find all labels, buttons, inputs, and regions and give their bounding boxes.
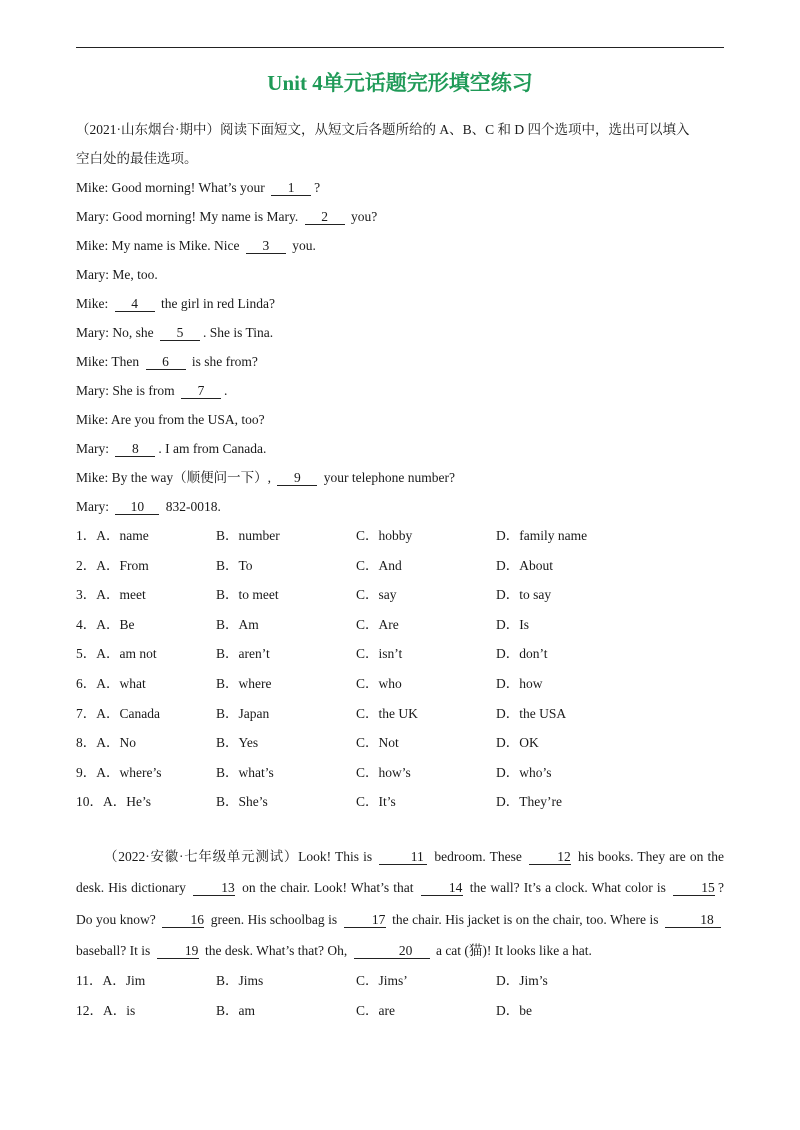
blank-11[interactable]: 11: [379, 849, 427, 865]
option-c[interactable]: C．are: [356, 1002, 395, 1018]
dialogue-line: Mary: 8 . I am from Canada.: [76, 441, 267, 456]
dialogue-line: Mary: Good morning! My name is Mary. 2 you?: [76, 209, 378, 224]
option-b[interactable]: B．aren’t: [216, 646, 270, 662]
dialogue-line: Mike: My name is Mike. Nice 3 you.: [76, 238, 316, 253]
option-c[interactable]: C．It’s: [356, 794, 396, 810]
option-b[interactable]: B．Japan: [216, 705, 270, 721]
option-b[interactable]: B．Yes: [216, 735, 259, 751]
option-b[interactable]: B．to meet: [216, 587, 279, 603]
option-d[interactable]: D．Is: [496, 616, 529, 632]
blank-8[interactable]: 8: [115, 441, 155, 457]
blank-16[interactable]: 16: [162, 912, 204, 928]
option-d[interactable]: D．family name: [496, 528, 588, 543]
dialogue-line: Mike: 4 the girl in red Linda?: [76, 296, 275, 311]
option-d[interactable]: D．be: [496, 1002, 532, 1018]
option-row: [76, 787, 724, 817]
question-number: 1．: [76, 528, 97, 543]
blank-19[interactable]: 19: [157, 943, 199, 959]
option-b[interactable]: B．She’s: [216, 794, 268, 810]
blank-20[interactable]: 20: [354, 943, 430, 959]
blank-5[interactable]: 5: [160, 325, 200, 341]
dialogue: [76, 173, 724, 521]
page-title: Unit 4单元话题完形填空练习: [267, 71, 533, 95]
content: [76, 115, 724, 1025]
option-c[interactable]: C．Are: [356, 616, 399, 632]
option-c[interactable]: C．isn’t: [356, 646, 403, 662]
option-a[interactable]: 7．A．Canada: [76, 705, 160, 721]
dialogue-line: Mike: Good morning! What’s your 1 ?: [76, 180, 321, 195]
blank-15[interactable]: 15: [673, 880, 715, 896]
option-d[interactable]: D．don’t: [496, 646, 548, 662]
option-b[interactable]: B．Jims: [216, 973, 264, 989]
dialogue-line: Mike: Are you from the USA, too?: [76, 412, 265, 427]
option-row: [76, 699, 724, 729]
blank-7[interactable]: 7: [181, 383, 221, 399]
passage-2: （2022·安徽·七年级单元测试）Look! This is 11 bedroom. These 12 his books. They are on the desk. His dictionary 13 on the chair. Look! What’s that 14 the wall? It’s a clock. What color is 15 ? Do you know? 16 green. His schoolbag is 17 the chair. His jacket is on the chair, too. Where is 18baseball? It is 19 the desk. What’s that? Oh, 20 a cat (猫)! It looks like a hat.: [76, 848, 724, 958]
option-d[interactable]: D．They’re: [496, 794, 562, 810]
option-a[interactable]: 4．A．Be: [76, 616, 135, 632]
question-number: 5．: [76, 646, 97, 662]
intro-line-2: 空白处的最佳选项。: [76, 151, 198, 166]
intro-line-1: （2021·山东烟台·期中）阅读下面短文，从短文后各题所给的 A、B、C 和 D 四个选项中，选出可以填入: [76, 122, 690, 137]
option-c[interactable]: C．And: [356, 557, 402, 573]
option-a[interactable]: 11．A．Jim: [76, 973, 146, 989]
option-a[interactable]: 8．A．No: [76, 735, 136, 751]
option-b[interactable]: B．To: [216, 557, 253, 573]
question-number: 7．: [76, 705, 97, 721]
option-d[interactable]: D．About: [496, 557, 553, 573]
option-a[interactable]: 1．A．name: [76, 528, 149, 543]
question-number: 12．: [76, 1002, 103, 1018]
option-b[interactable]: B．am: [216, 1002, 255, 1018]
question-number: 4．: [76, 616, 97, 632]
option-d[interactable]: D．the USA: [496, 705, 567, 721]
option-c[interactable]: C．the UK: [356, 705, 418, 721]
option-a[interactable]: 6．A．what: [76, 675, 146, 691]
passage-source: （2022·安徽·七年级单元测试）: [104, 848, 299, 864]
option-b[interactable]: B．number: [216, 528, 280, 543]
blank-18[interactable]: 18: [665, 912, 721, 928]
option-a[interactable]: 2．A．From: [76, 557, 149, 573]
option-row: [76, 669, 724, 699]
dialogue-line: Mary: 10 832-0018.: [76, 499, 221, 514]
blank-10[interactable]: 10: [115, 499, 159, 515]
option-row: [76, 521, 724, 551]
option-row: [76, 996, 724, 1026]
dialogue-line: Mike: By the way（顺便问一下）, 9 your telephone number?: [76, 470, 455, 485]
option-a[interactable]: 5．A．am not: [76, 646, 157, 662]
dialogue-line: Mike: Then 6 is she from?: [76, 354, 258, 369]
question-number: 8．: [76, 735, 97, 751]
option-c[interactable]: C．say: [356, 587, 397, 603]
option-row: [76, 966, 724, 996]
option-c[interactable]: C．hobby: [356, 528, 413, 543]
option-b[interactable]: B．Am: [216, 616, 259, 632]
blank-9[interactable]: 9: [277, 470, 317, 486]
option-row: [76, 758, 724, 788]
question-number: 3．: [76, 587, 97, 603]
blank-2[interactable]: 2: [305, 209, 345, 225]
option-row: [76, 728, 724, 758]
option-d[interactable]: D．how: [496, 675, 543, 691]
question-number: 2．: [76, 557, 97, 573]
dialogue-line: Mary: Me, too.: [76, 267, 158, 282]
blank-17[interactable]: 17: [344, 912, 386, 928]
option-c[interactable]: C．who: [356, 675, 402, 691]
option-a[interactable]: 10．A．He’s: [76, 794, 151, 810]
blank-12[interactable]: 12: [529, 849, 571, 865]
dialogue-line: Mary: She is from 7 .: [76, 383, 228, 398]
options-section-1: [76, 521, 724, 817]
dialogue-line: Mary: No, she 5 . She is Tina.: [76, 325, 274, 340]
question-number: 6．: [76, 675, 97, 691]
blank-3[interactable]: 3: [246, 238, 286, 254]
blank-13[interactable]: 13: [193, 880, 235, 896]
option-b[interactable]: B．what’s: [216, 764, 274, 780]
option-d[interactable]: D．Jim’s: [496, 973, 548, 989]
option-row: [76, 551, 724, 581]
blank-4[interactable]: 4: [115, 296, 155, 312]
option-c[interactable]: C．Not: [356, 735, 399, 751]
blank-1[interactable]: 1: [271, 180, 311, 196]
option-c[interactable]: C．how’s: [356, 764, 411, 780]
question-number: 9．: [76, 764, 97, 780]
blank-14[interactable]: 14: [421, 880, 463, 896]
option-a[interactable]: 12．A．is: [76, 1002, 136, 1018]
option-d[interactable]: D．to say: [496, 587, 552, 603]
question-number: 11．: [76, 973, 103, 989]
option-row: [76, 610, 724, 640]
option-a[interactable]: 3．A．meet: [76, 587, 146, 603]
option-a[interactable]: 9．A．where’s: [76, 764, 162, 780]
option-d[interactable]: D．who’s: [496, 764, 552, 780]
option-row: [76, 639, 724, 669]
option-d[interactable]: D．OK: [496, 735, 539, 751]
top-rule: [76, 47, 724, 48]
blank-6[interactable]: 6: [146, 354, 186, 370]
question-number: 10．: [76, 794, 103, 810]
option-b[interactable]: B．where: [216, 675, 272, 691]
options-section-2: [76, 966, 724, 1025]
option-row: [76, 580, 724, 610]
option-c[interactable]: C．Jims’: [356, 973, 408, 989]
